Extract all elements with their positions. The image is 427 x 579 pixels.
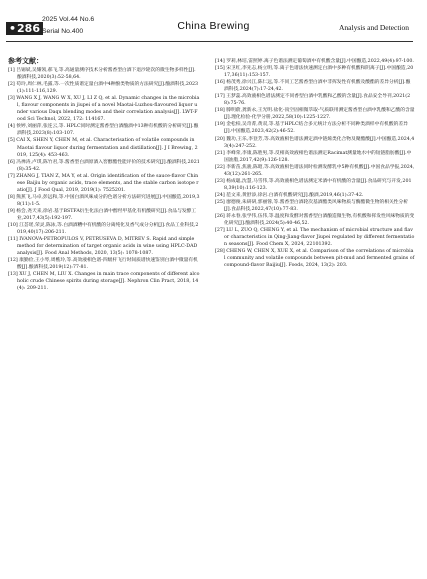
- reference-item: [20] 魏功,王乐,李登芳,等.高效液相色谱法测定酒中链烯类化合物及聚酯酸[J].中国酿造,2024,43(4):247-252.: [215, 136, 415, 149]
- reference-item: [8] 熊蕉飞,马卓,彭远和,等.中国白酒风味成分的色谱分析方法研究进展[J].中国酿造,2019,38(11):1-5.: [8, 194, 200, 207]
- reference-item: [18] 滕明蔚,龚新永,王光明.盐化-顶空固相微萃取-气质联用测定酱香型白酒中乳酸和乙酸的含量[J].理化检验-化学分册,2022,58(10):1225-1227.: [215, 108, 415, 121]
- reference-item: [3] WANG X J, WANG W X, XU J, LI Z Q, et al. Dynamic changes in the microbial, flavour components in jiupei of a novel Maotai-Luzhou-flavoured liquor under various Daqu blending modes and their correlation analysis[J]. LWT-Food Sci Technol, 2022, 172: 114167.: [8, 96, 200, 123]
- reference-item: [23] 杨成聪,沈慧,马雪伟,等.高效液相色谱法测定米酒中有机酸的含量[J].食品研究与开发,2018,39(10):116-123.: [215, 178, 412, 191]
- reference-item: [1] 吕锡斌,吴耀领,郝飞,等.高通量测序技术分析酱香型白酒下退沙轮次的微生物多样性[J].酿酒科技,2020(3):52-58,64.: [8, 68, 196, 81]
- reference-item: [4] 侯婷,刘丽萍,张连云,等. HPLC同时测定酱香型白酒酿酒中13种有机酸的分析研究[J].酿酒科技,2023(8):103-107.: [8, 124, 199, 137]
- page-header: [0, 0, 427, 48]
- reference-item: [9] 杨会,尧天来,徐岩.基于BSTFA衍生化法白酒中醇羟甲基化有机酸研究[J].食品与发酵工业,2017,43(5):192-197.: [8, 208, 197, 221]
- reference-item: [13] XU J, CHEN M, LIU X. Changes in main trace components of different alcoholic crude Chinese spirits during storage[J]. Nephron Clin Pract, 2018, 14(4): 209-211.: [8, 272, 200, 292]
- reference-item: [25] 廖德俊,朱研研,郭丽蓉,等.酱香型白酒轮次基酒酯类风味物质与酶酯微生物的相关性分析[J].食品科技,2022,47(10):77-83.: [215, 199, 409, 212]
- reference-item: [24] 范文来,黄舒添,徐岩.白酒有机酸研究[J].酿酒,2019,46(1):37-42.: [215, 192, 364, 198]
- reference-item: [5] CAI X, SHEN Y, CHEN M, et al. Characterisation of volatile compounds in Maotai flavour liquor during fermentation and distillation[J]. J I Brewing, 2019, 125(4): 453-463.: [8, 138, 198, 158]
- header-rule: [6, 41, 413, 42]
- reference-item: [10] 江荟瑶,荣灵,陈泳,等.白酒酒糟中有机酸的分离纯化及香气成分分析[J].食品工业科技,2019,40(17):206-211.: [8, 223, 199, 236]
- references-column-left: [8, 67, 200, 293]
- reference-item: [22] 李新苗,焦骏,陈昭,等.高效液相色谱法同时检测发酵乳中5种有机酸[J].中国食品学报,2024,43(12):261-265.: [215, 164, 415, 177]
- volume-label: 2025 Vol.44 No.6: [42, 16, 95, 23]
- page-number: • 286: [6, 22, 43, 35]
- reference-item: [28] CHENG W, CHEN X, XUE X, et al. Comparison of the correlations of microbial community and volatile compounds between pit-mud and fermented grains of compound-flavor Baijiu[J]. Foods, 2024, 13(2): 203.: [215, 249, 415, 269]
- reference-item: [26] 蒋永春,张学伟,伍伟,等.温度和发酵对酱香型白酒酿造微生物,有机酸和挥发性风味物质的变化研究[J].酿酒科技,2024(5):40-46,52.: [215, 214, 415, 227]
- reference-item: [12] 康勤俭,王小琴,周樵玲,等.高效液相色谱-四级杆飞行时间质谱快速鉴别白酒中微量有机酸[J].酿酒科技,2019(12):77-81.: [8, 258, 198, 271]
- reference-item: [11] IVANOVA-PETROPULOS V, PETRUSEVA D, MITREV S. Rapid and simple method for determination of target organic acids in wine using HPLC-DAD analysis[J]. Food Anal Methods, 2020, 13(5): 1078-1087.: [8, 237, 198, 257]
- journal-title: China Brewing: [177, 20, 250, 32]
- reference-item: [19] 金松柏,吴奇菁,黄双,等.基于HPLC结合多元统计方法分析不同种类酒样中有机酸的差异[J].中国酿造,2023,42(2):46-52.: [215, 122, 408, 135]
- reference-item: [16] 杨茂秀,徐兴江,陈仁远,等.不同工艺酱香型白酒中非挥发性有机酸及酸酯的差异分析[J].酿酒科技,2024(7):17-24,42.: [215, 80, 411, 93]
- serial-label: Serial No.400: [42, 28, 84, 35]
- reference-item: [27] LU L, ZUO Q, CHENG Y, et al. The mechanism of microbial structure and flavor characteristics in Qing-Jiang-flavor Jiupei regulated by different fermentation seasons[J]. Food Chem X, 2024, 22101392.: [215, 228, 415, 248]
- references-heading: 参考文献：: [8, 57, 43, 65]
- reference-item: [21] 李峰荣,李康,陈胜男,等.反相高效液相色谱法测定Racimat测量地水中的短链脂肪酸[J].中国油脂,2017,42(9):126-128.: [215, 150, 412, 163]
- reference-item: [6] 冯禅涛,卢琪,陈竹君,等.酱香型白酒原酒入窖醇酯性能评价的技术研究[J].酿酒科技,2021(8):35-42.: [8, 159, 200, 172]
- reference-item: [14] 罗莉,林培,雷照婷.离子色谱法测定葡萄酒中有机酸含量[J].中国酿造,2022,49(4):97-100.: [215, 59, 414, 64]
- section-label: Analysis and Detection: [339, 23, 409, 32]
- references-column-right: [215, 58, 415, 269]
- reference-item: [17] 王梦蕊.高效液相色谱法测定不同香型白酒中乳酸和乙酸的含量[J].食品安全导刊,2021(28):75-76.: [215, 94, 411, 107]
- reference-item: [7] ZHANG J, TIAN Z, MA Y, et al. Origin identification of the sauce-flavor Chinese Baijiu by organic acids, trace elements, and the stable carbon isotope ratio[J]. J Food Qual, 2019, 2019(1): 7525201.: [8, 173, 199, 193]
- reference-item: [15] 宋卫红,李先志,杨立明,等.离子色谱法快速测定白酒中多种有机酸和阴离子[J].中国酿造,2017,36(11):153-157.: [215, 66, 414, 79]
- reference-item: [2] 苟玲,周仁林,毛露,等.一次性质谱定量白酒中4种酚类物质的方法研究[J].酿酒科技,2023(1):111-116,129.: [8, 82, 199, 95]
